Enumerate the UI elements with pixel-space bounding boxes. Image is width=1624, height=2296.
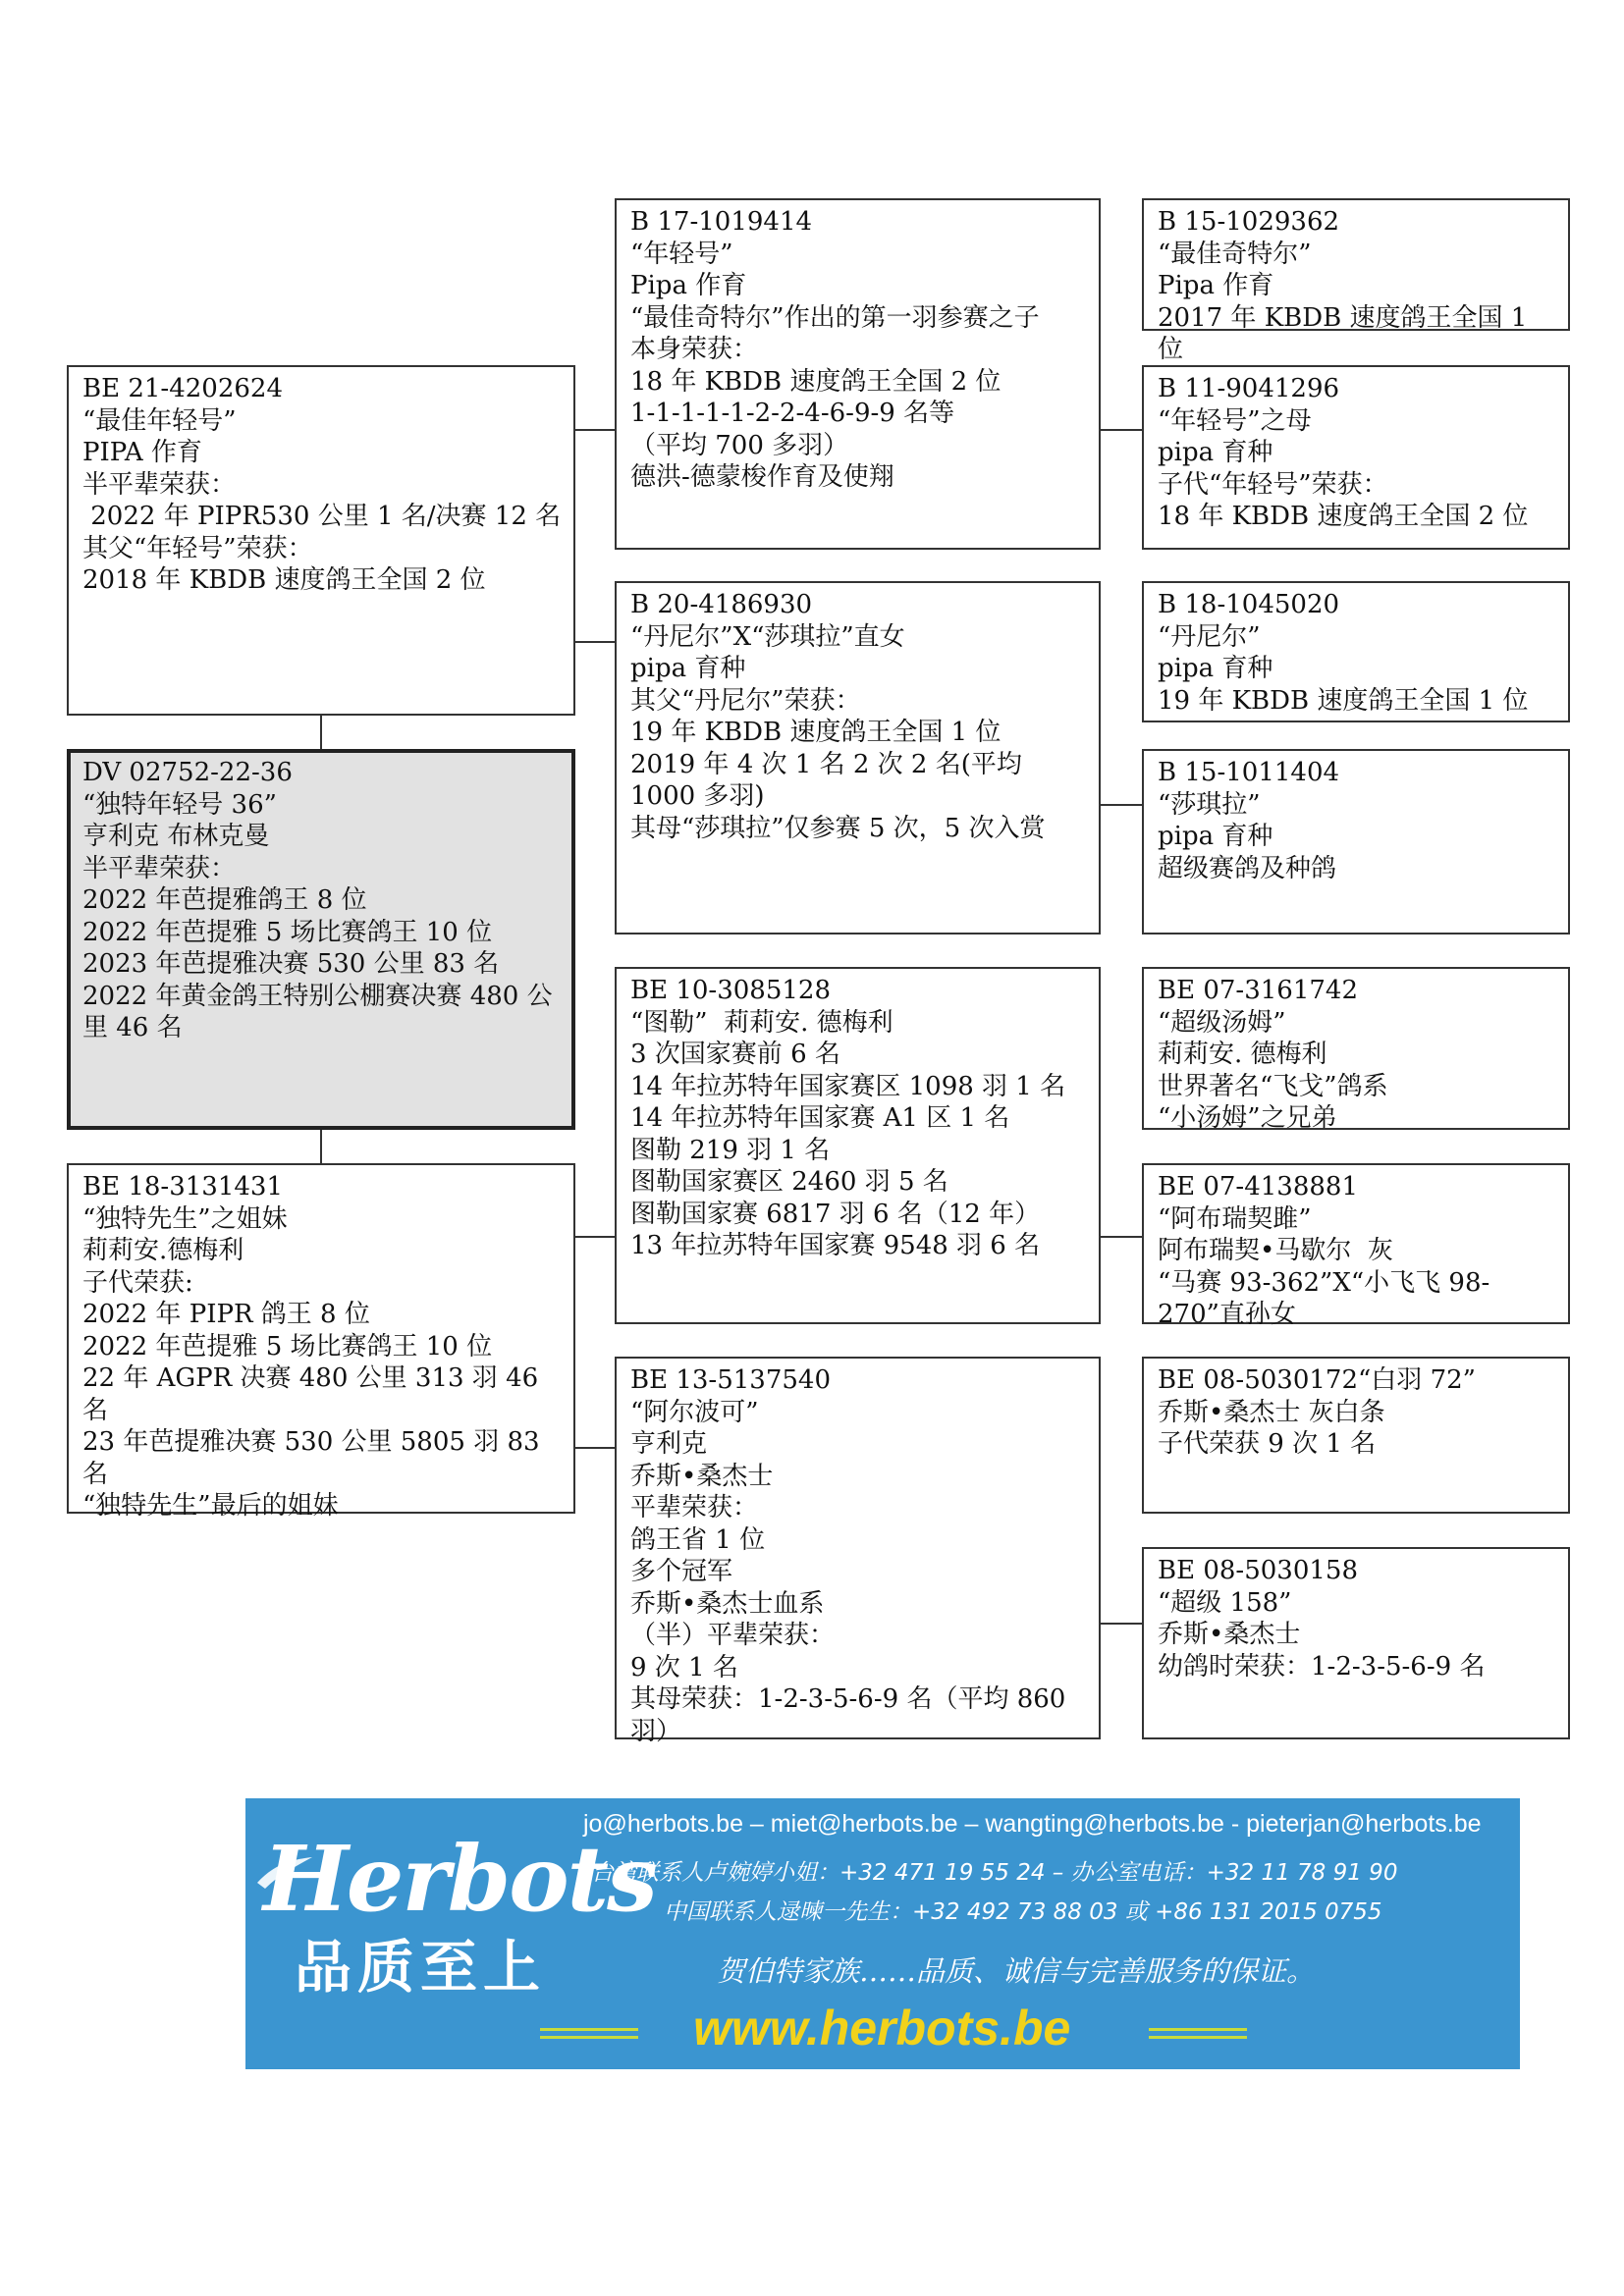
pedigree-line: 2019 年 4 次 1 名 2 次 2 名(平均 1000 多羽) xyxy=(630,749,1031,811)
sire-sire-box xyxy=(615,198,1101,550)
pedigree-line: 亨利克 xyxy=(630,1429,708,1459)
pedigree-line: “年轻号”之母 xyxy=(1158,405,1312,436)
pedigree-line: 2022 年 PIPR 鸽王 8 位 xyxy=(82,1300,370,1329)
ring-number: BE 21-4202624 xyxy=(82,374,284,403)
pedigree-line: 18 年 KBDB 速度鸽王全国 2 位 xyxy=(630,366,1001,397)
pedigree-line: “阿布瑞契雎” xyxy=(1158,1203,1312,1234)
ring-number: BE 08-5030158 xyxy=(1158,1556,1359,1585)
pedigree-line: 19 年 KBDB 速度鸽王全国 1 位 xyxy=(1158,685,1529,716)
pedigree-line: pipa 育种 xyxy=(1158,438,1273,467)
pedigree-line: 22 年 AGPR 决赛 480 公里 313 羽 46 名 xyxy=(82,1363,547,1425)
pedigree-line: 14 年拉苏特年国家赛 A1 区 1 名 xyxy=(630,1103,1010,1133)
pedigree-line: 其父“年轻号”荣获： xyxy=(82,533,313,563)
pedigree-line: 18 年 KBDB 速度鸽王全国 2 位 xyxy=(1158,502,1529,531)
pedigree-line: 其母荣获：1-2-3-5-6-9 名（平均 860 羽） xyxy=(630,1684,1074,1746)
pedigree-line: 其母“莎琪拉”仅参赛 5 次，5 次入赏 xyxy=(630,813,1046,843)
connector-line xyxy=(1101,1623,1142,1625)
dss-box xyxy=(1142,967,1570,1133)
pedigree-line: 19 年 KBDB 速度鸽王全国 1 位 xyxy=(630,718,1001,747)
pedigree-line: “独特先生”之姐妹 xyxy=(82,1203,288,1234)
pedigree-line: Pipa 作育 xyxy=(630,271,747,300)
ring-number: BE 07-3161742 xyxy=(1158,976,1359,1005)
pedigree-line: pipa 育种 xyxy=(1158,654,1273,683)
pedigree-line: “独特年轻号 36” xyxy=(82,789,277,820)
subject-bird-box xyxy=(67,749,575,1130)
pedigree-line: 子代“年轻号”荣获： xyxy=(1158,469,1388,500)
divider-right xyxy=(1149,2028,1247,2031)
pedigree-line: 2022 年芭提雅 5 场比赛鸽王 10 位 xyxy=(82,1331,493,1362)
ring-number: BE 10-3085128 xyxy=(630,976,832,1005)
pedigree-line: 阿布瑞契•马歇尔 灰 xyxy=(1158,1236,1393,1265)
ring-number: B 20-4186930 xyxy=(630,590,813,619)
pedigree-line: “独特先生”最后的姐妹 xyxy=(82,1491,339,1521)
pedigree-line: “阿尔波可” xyxy=(630,1397,759,1427)
pedigree-line: 图勒国家赛 6817 羽 6 名（12 年） xyxy=(630,1199,1041,1229)
pedigree-line: “莎琪拉” xyxy=(1158,789,1261,820)
connector-line xyxy=(575,1236,615,1238)
pedigree-line: 2022 年 PIPR530 公里 1 名/决赛 12 名 xyxy=(82,502,562,531)
ring-number: BE 08-5030172“白羽 72” xyxy=(1158,1365,1476,1395)
pedigree-line: 世界著名“飞戈”鸽系 xyxy=(1158,1071,1388,1101)
pedigree-line: 德洪-德蒙梭作育及使翔 xyxy=(630,462,894,492)
china-contact: 中国联系人逯暕一先生：+32 492 73 88 03 或 +86 131 2015 0755 xyxy=(664,1899,1382,1925)
ring-number: BE 07-4138881 xyxy=(1158,1172,1359,1201)
pedigree-line: 图勒国家赛区 2460 羽 5 名 xyxy=(630,1167,948,1197)
pedigree-line: 亨利克 布林克曼 xyxy=(82,822,270,851)
pedigree-line: 乔斯•桑杰士血系 xyxy=(630,1588,825,1619)
pedigree-line: 超级赛鸽及种鸽 xyxy=(1158,853,1337,883)
sss-box xyxy=(1142,198,1570,364)
tagline: 贺伯特家族……品质、诚信与完善服务的保证。 xyxy=(717,1954,1316,1988)
pedigree-line: 3 次国家赛前 6 名 xyxy=(630,1040,840,1069)
pedigree-line: 平辈荣获： xyxy=(630,1493,759,1522)
pedigree-line: 乔斯•桑杰士 xyxy=(1158,1620,1301,1649)
pedigree-line: 图勒 219 羽 1 名 xyxy=(630,1135,831,1165)
pedigree-line: 半平辈荣获： xyxy=(82,469,237,500)
divider-right xyxy=(1149,2036,1247,2039)
connector-line xyxy=(320,1128,322,1163)
ring-number: B 17-1019414 xyxy=(630,207,813,237)
divider-left xyxy=(540,2028,638,2031)
brand-logo: Herbots xyxy=(263,1826,656,1932)
taiwan-contact: 台湾联系人卢婉婷小姐：+32 471 19 55 24 – 办公室电话：+32 11 78 91 90 xyxy=(591,1860,1398,1886)
connector-line xyxy=(1101,804,1142,806)
pedigree-line: 子代荣获 9 次 1 名 xyxy=(1158,1429,1377,1459)
pedigree-line: “丹尼尔”X“莎琪拉”直女 xyxy=(630,621,905,652)
pedigree-line: 其父“丹尼尔”荣获： xyxy=(630,685,861,716)
pedigree-line: 2022 年芭提雅 5 场比赛鸽王 10 位 xyxy=(82,917,493,947)
ring-number: B 15-1011404 xyxy=(1158,758,1340,787)
footer-banner xyxy=(245,1798,1520,2069)
pedigree-line: “最佳年轻号” xyxy=(82,405,237,436)
pedigree-line: “马赛 93-362”X“小飞飞 98-270”直孙女 xyxy=(1158,1267,1490,1329)
brand-slogan: 品质至上 xyxy=(295,1934,547,2001)
dam-sire-box xyxy=(615,967,1101,1324)
pedigree-line: 1-1-1-1-1-2-2-4-6-9-9 名等 xyxy=(630,399,955,428)
sire-box xyxy=(67,365,575,716)
ring-number: B 11-9041296 xyxy=(1158,374,1340,403)
pedigree-line: 2022 年芭提雅鸽王 8 位 xyxy=(82,885,367,915)
ssd-box xyxy=(1142,365,1570,550)
pedigree-line: 2018 年 KBDB 速度鸽王全国 2 位 xyxy=(82,565,486,595)
pedigree-line: 鸽王省 1 位 xyxy=(630,1524,766,1555)
ddd-box xyxy=(1142,1547,1570,1739)
pedigree-line: 2017 年 KBDB 速度鸽王全国 1 位 xyxy=(1158,302,1536,364)
pedigree-line: 莉莉安. 德梅利 xyxy=(1158,1040,1327,1069)
pedigree-line: 14 年拉苏特年国家赛区 1098 羽 1 名 xyxy=(630,1071,1066,1101)
pedigree-line: 2023 年芭提雅决赛 530 公里 83 名 xyxy=(82,949,500,979)
pedigree-line: 2022 年黄金鸽王特别公棚赛决赛 480 公里 46 名 xyxy=(82,981,553,1042)
pedigree-line: “最佳奇特尔”作出的第一羽参赛之子 xyxy=(630,302,1040,333)
website-link[interactable]: www.herbots.be xyxy=(693,2001,1071,2056)
connector-line xyxy=(1101,1236,1142,1238)
sire-dam-box xyxy=(615,581,1101,934)
ring-number: B 15-1029362 xyxy=(1158,207,1340,237)
pedigree-line: “图勒” 莉莉安. 德梅利 xyxy=(630,1007,893,1038)
pedigree-line: “超级 158” xyxy=(1158,1587,1292,1618)
connector-line xyxy=(575,429,615,431)
divider-left xyxy=(540,2036,638,2039)
connector-line xyxy=(1101,429,1142,431)
pedigree-line: “年轻号” xyxy=(630,239,733,269)
pedigree-line: 多个冠军 xyxy=(630,1557,733,1586)
pedigree-line: 9 次 1 名 xyxy=(630,1652,738,1682)
pedigree-line: 13 年拉苏特年国家赛 9548 羽 6 名 xyxy=(630,1231,1041,1260)
pedigree-line: “小汤姆”之兄弟 xyxy=(1158,1103,1337,1133)
pedigree-line: “最佳奇特尔” xyxy=(1158,239,1312,269)
pedigree-line: Pipa 作育 xyxy=(1158,271,1274,300)
pedigree-line: （平均 700 多羽） xyxy=(630,430,849,460)
pedigree-line: 本身荣获： xyxy=(630,335,759,364)
pedigree-line: PIPA 作育 xyxy=(82,438,202,467)
pedigree-line: （半）平辈荣获： xyxy=(630,1621,836,1650)
contact-emails[interactable]: jo@herbots.be – miet@herbots.be – wangting@herbots.be - pieterjan@herbots.be xyxy=(583,1810,1482,1838)
pedigree-line: 半平辈荣获： xyxy=(82,853,237,883)
sdd-box xyxy=(1142,749,1570,934)
pedigree-line: 23 年芭提雅决赛 530 公里 5805 羽 83 名 xyxy=(82,1427,548,1489)
dam-dam-box xyxy=(615,1357,1101,1746)
dam-box xyxy=(67,1163,575,1521)
pedigree-line: pipa 育种 xyxy=(1158,822,1273,851)
pedigree-line: 莉莉安.德梅利 xyxy=(82,1236,244,1265)
connector-line xyxy=(575,641,615,643)
pedigree-line: “丹尼尔” xyxy=(1158,621,1261,652)
pedigree-line: pipa 育种 xyxy=(630,654,746,683)
pedigree-line: 乔斯•桑杰士 xyxy=(630,1461,774,1491)
pedigree-line: 幼鸽时荣获：1-2-3-5-6-9 名 xyxy=(1158,1651,1486,1682)
dds-box xyxy=(1142,1357,1570,1514)
ring-number: BE 13-5137540 xyxy=(630,1365,832,1395)
pedigree-line: “超级汤姆” xyxy=(1158,1007,1286,1038)
pedigree-line: 子代荣获: xyxy=(82,1267,193,1298)
connector-line xyxy=(575,1447,615,1449)
pedigree-line: 乔斯•桑杰士 灰白条 xyxy=(1158,1397,1385,1427)
sds-box xyxy=(1142,581,1570,722)
ring-number: BE 18-3131431 xyxy=(82,1172,284,1201)
ring-number: B 18-1045020 xyxy=(1158,590,1340,619)
connector-line xyxy=(320,714,322,749)
dsd-box xyxy=(1142,1163,1570,1329)
ring-number: DV 02752-22-36 xyxy=(82,758,293,787)
